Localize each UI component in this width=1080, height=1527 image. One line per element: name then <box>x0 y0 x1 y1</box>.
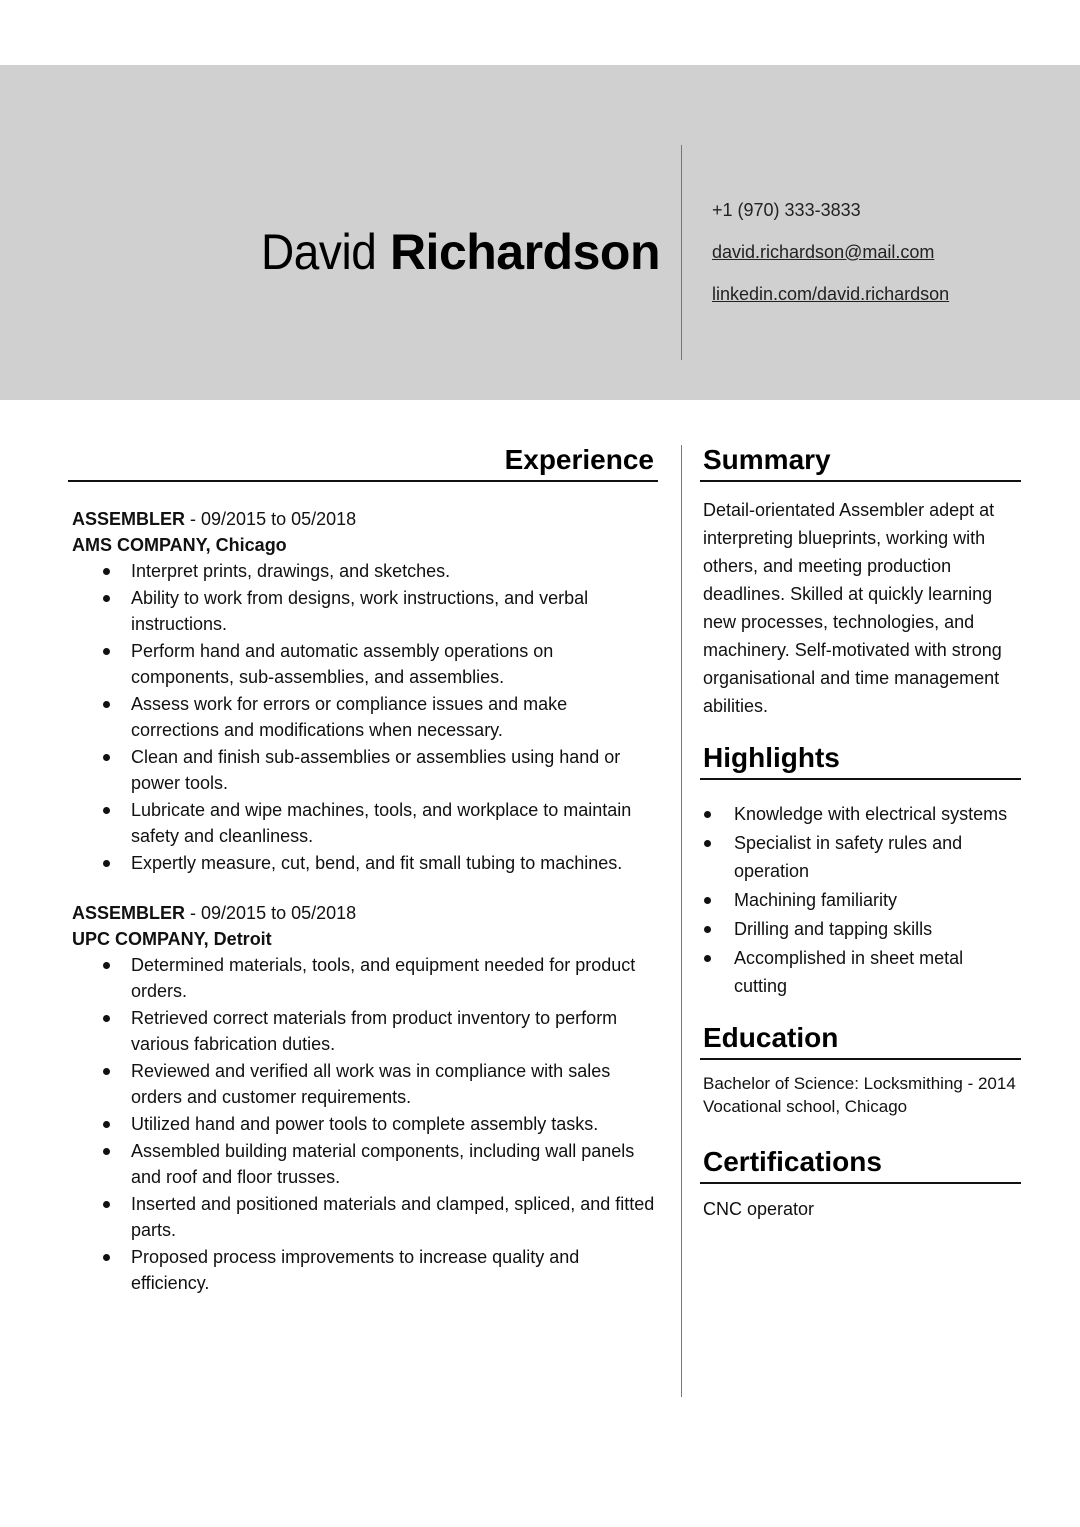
job-dates: - 09/2015 to 05/2018 <box>185 903 357 923</box>
list-item: Inserted and positioned materials and clamped, spliced, and fitted parts. <box>68 1191 658 1243</box>
experience-section <box>68 440 658 1297</box>
highlights-heading: Highlights <box>700 738 1021 780</box>
list-item: Utilized hand and power tools to complete assembly tasks. <box>68 1111 658 1137</box>
job-entry <box>68 506 658 558</box>
education-degree: Bachelor of Science: Locksmithing - 2014 <box>703 1074 1016 1093</box>
list-item: Drilling and tapping skills <box>700 915 1021 943</box>
list-item: Reviewed and verified all work was in compliance with sales orders and customer requirements. <box>68 1058 658 1110</box>
linkedin-link[interactable]: linkedin.com/david.richardson <box>712 284 950 304</box>
list-item: Assembled building material components, including wall panels and roof and floor trusses. <box>68 1138 658 1190</box>
job-bullets <box>68 558 658 876</box>
list-item: Lubricate and wipe machines, tools, and workplace to maintain safety and cleanliness. <box>68 797 658 849</box>
list-item: Expertly measure, cut, bend, and fit small tubing to machines. <box>68 850 658 876</box>
list-item: Machining familiarity <box>700 886 1021 914</box>
list-item: Clean and finish sub-assemblies or assemblies using hand or power tools. <box>68 744 658 796</box>
education-details <box>700 1060 1021 1118</box>
list-item: Interpret prints, drawings, and sketches. <box>68 558 658 584</box>
list-item: Determined materials, tools, and equipment needed for product orders. <box>68 952 658 1004</box>
list-item: Proposed process improvements to increase quality and efficiency. <box>68 1244 658 1296</box>
job-bullets <box>68 952 658 1296</box>
list-item: Knowledge with electrical systems <box>700 800 1021 828</box>
header-divider <box>681 145 682 360</box>
job-title-line <box>72 506 658 532</box>
job-title-line <box>72 900 658 926</box>
phone: +1 (970) 333-3833 <box>712 200 861 220</box>
job-company: UPC COMPANY, Detroit <box>72 929 272 949</box>
job-role: ASSEMBLER <box>72 509 186 529</box>
summary-section <box>700 440 1021 720</box>
job-role: ASSEMBLER <box>72 903 186 923</box>
list-item: Ability to work from designs, work instructions, and verbal instructions. <box>68 585 658 637</box>
first-name: David <box>261 224 377 280</box>
column-divider <box>681 445 682 1397</box>
education-school: Vocational school, Chicago <box>703 1097 908 1116</box>
email-link[interactable]: david.richardson@mail.com <box>712 242 935 262</box>
education-section <box>700 1018 1021 1118</box>
job-dates: - 09/2015 to 05/2018 <box>185 509 357 529</box>
experience-heading: Experience <box>68 440 658 482</box>
list-item: Accomplished in sheet metal cutting <box>700 944 1021 1000</box>
list-item: Retrieved correct materials from product inventory to perform various fabrication duties. <box>68 1005 658 1057</box>
certifications-heading: Certifications <box>700 1142 1021 1184</box>
list-item: Specialist in safety rules and operation <box>700 829 1021 885</box>
highlights-section <box>700 738 1021 1000</box>
summary-heading: Summary <box>700 440 1021 482</box>
list-item: Assess work for errors or compliance issues and make corrections and modifications when necessary. <box>68 691 658 743</box>
highlights-list <box>700 780 1021 1000</box>
certification-item: CNC operator <box>703 1199 815 1219</box>
contact-info <box>712 196 949 322</box>
sidebar-column <box>700 440 1021 1222</box>
job-company: AMS COMPANY, Chicago <box>72 535 287 555</box>
education-heading: Education <box>700 1018 1021 1060</box>
list-item: Perform hand and automatic assembly operations on components, sub-assemblies, and assemblies. <box>68 638 658 690</box>
summary-text: Detail-orientated Assembler adept at interpreting blueprints, working with others, and meeting production deadlines. Skilled at quickly learning new processes, technologies, and machinery. Self-motivated with strong organisational and time management abilities. <box>703 500 1002 716</box>
candidate-name <box>251 222 660 282</box>
last-name: Richardson <box>389 224 660 280</box>
certifications-section <box>700 1142 1021 1222</box>
job-entry <box>68 900 658 952</box>
